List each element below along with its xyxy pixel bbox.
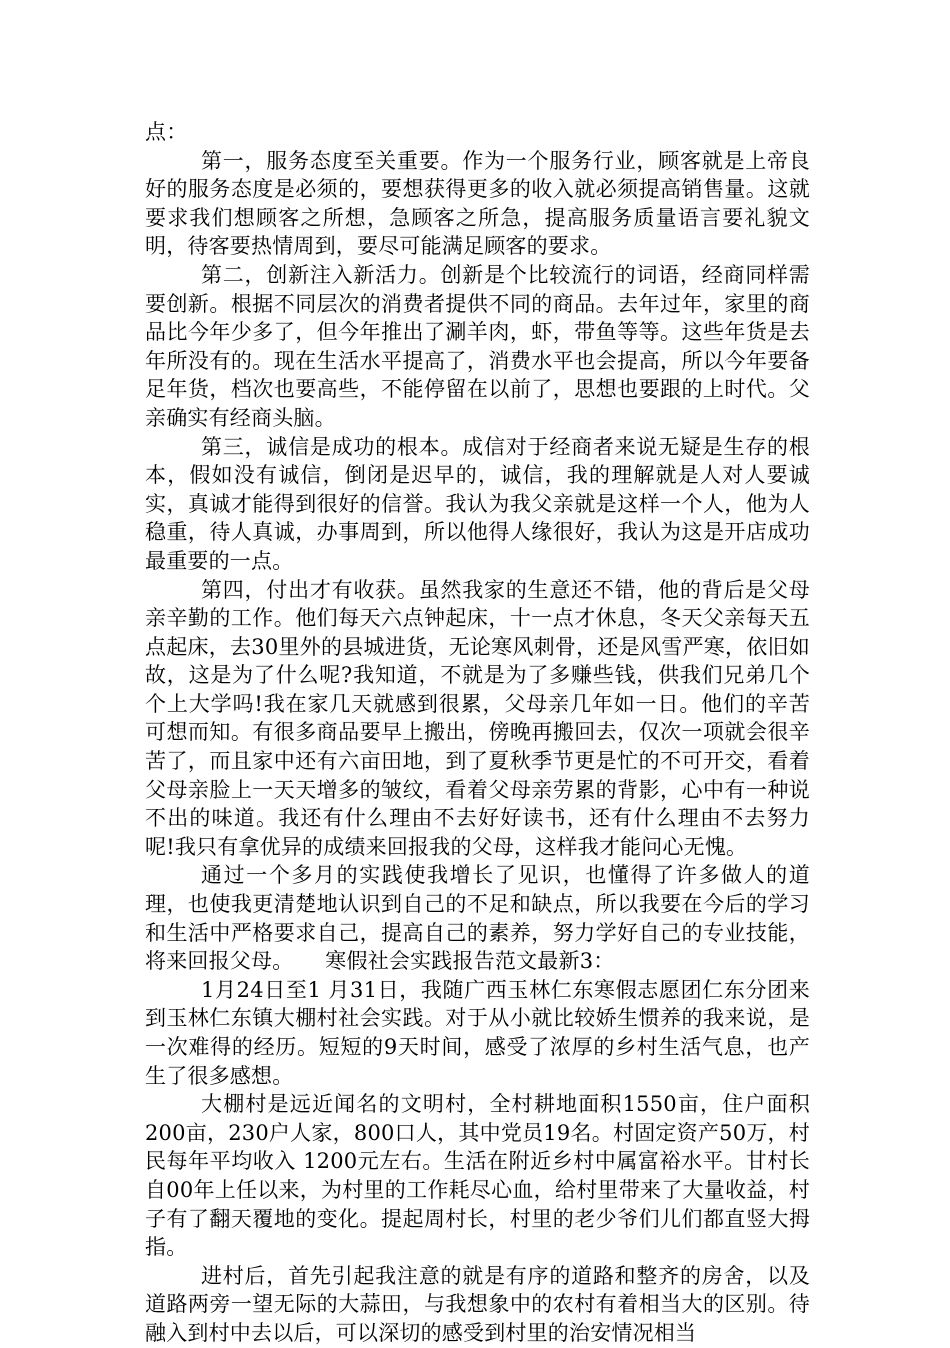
paragraph-practice-intro: 1月24日至1 月31日，我随广西玉林仁东寒假志愿团仁东分团来到玉林仁东镇大棚村社会实践。对于从小就比较娇生惯养的我来说，是一次难得的经历。短短的9天时间，感受了浓厚的乡村生活气息，也产生了很多感想。 <box>145 977 810 1088</box>
paragraph-service-attitude: 第一，服务态度至关重要。作为一个服务行业，顾客就是上帝良好的服务态度是必须的，要想获得更多的收入就必须提高销售量。这就要求我们想顾客之所想，急顾客之所急，提高服务质量语言要礼貌文明，待客要热情周到，要尽可能满足顾客的要求。 <box>145 148 810 259</box>
paragraph-village-profile: 大棚村是远近闻名的文明村，全村耕地面积1550亩，住户面积200亩，230户人家，800口人，其中党员19名。村固定资产50万，村民每年平均收入 1200元左右。生活在附近乡村中属富裕水平。甘村长自00年上任以来，为村里的工作耗尽心血，给村里带来了大量收益，村子有了翻天覆地的变化。提起周村长，村里的老少爷们儿们都直竖大拇指。 <box>145 1092 810 1260</box>
paragraph-village-impression: 进村后，首先引起我注意的就是有序的道路和整齐的房舍，以及道路两旁一望无际的大蒜田，与我想象中的农村有着相当大的区别。待融入到村中去以后，可以深切的感受到村里的治安情况相当 <box>145 1263 810 1345</box>
paragraph-integrity: 第三，诚信是成功的根本。成信对于经商者来说无疑是生存的根本，假如没有诚信，倒闭是迟早的，诚信，我的理解就是人对人要诚实，真诚才能得到很好的信誉。我认为我父亲就是这样一个人，他为人稳重，待人真诚，办事周到，所以他得人缘很好，我认为这是开店成功最重要的一点。 <box>145 434 810 573</box>
paragraph-summary: 通过一个多月的实践使我增长了见识，也懂得了许多做人的道理，也使我更清楚地认识到自己的不足和缺点，所以我要在今后的学习和生活中严格要求自己，提高自己的素养，努力学好自己的专业技能，将来回报父母。 寒假社会实践报告范文最新3： <box>145 863 810 974</box>
paragraph-intro: 点： <box>145 120 188 144</box>
paragraph-effort: 第四，付出才有收获。虽然我家的生意还不错，他的背后是父母亲辛勤的工作。他们每天六点钟起床，十一点才休息，冬天父亲每天五点起床，去30里外的县城进货，无论寒风刺骨，还是风雪严寒，依旧如故，这是为了什么呢?我知道，不就是为了多赚些钱，供我们兄弟几个个上大学吗!我在家几天就感到很累，父母亲几年如一日。他们的辛苦可想而知。有很多商品要早上搬出，傍晚再搬回去，仅次一项就会很辛苦了，而且家中还有六亩田地，到了夏秋季节更是忙的不可开交，看着父母亲脸上一天天增多的皱纹，看着父母亲劳累的背影，心中有一种说不出的味道。我还有什么理由不去好好读书，还有什么理由不去努力呢!我只有拿优异的成绩来回报我的父母，这样我才能问心无愧。 <box>145 577 810 859</box>
paragraph-innovation: 第二，创新注入新活力。创新是个比较流行的词语，经商同样需要创新。根据不同层次的消费者提供不同的商品。去年过年，家里的商品比今年少多了，但今年推出了涮羊肉，虾，带鱼等等。这些年货是去年所没有的。现在生活水平提高了，消费水平也会提高，所以今年要备足年货，档次也要高些，不能停留在以前了，思想也要跟的上时代。父亲确实有经商头脑。 <box>145 262 810 430</box>
document-body <box>145 118 810 1348</box>
